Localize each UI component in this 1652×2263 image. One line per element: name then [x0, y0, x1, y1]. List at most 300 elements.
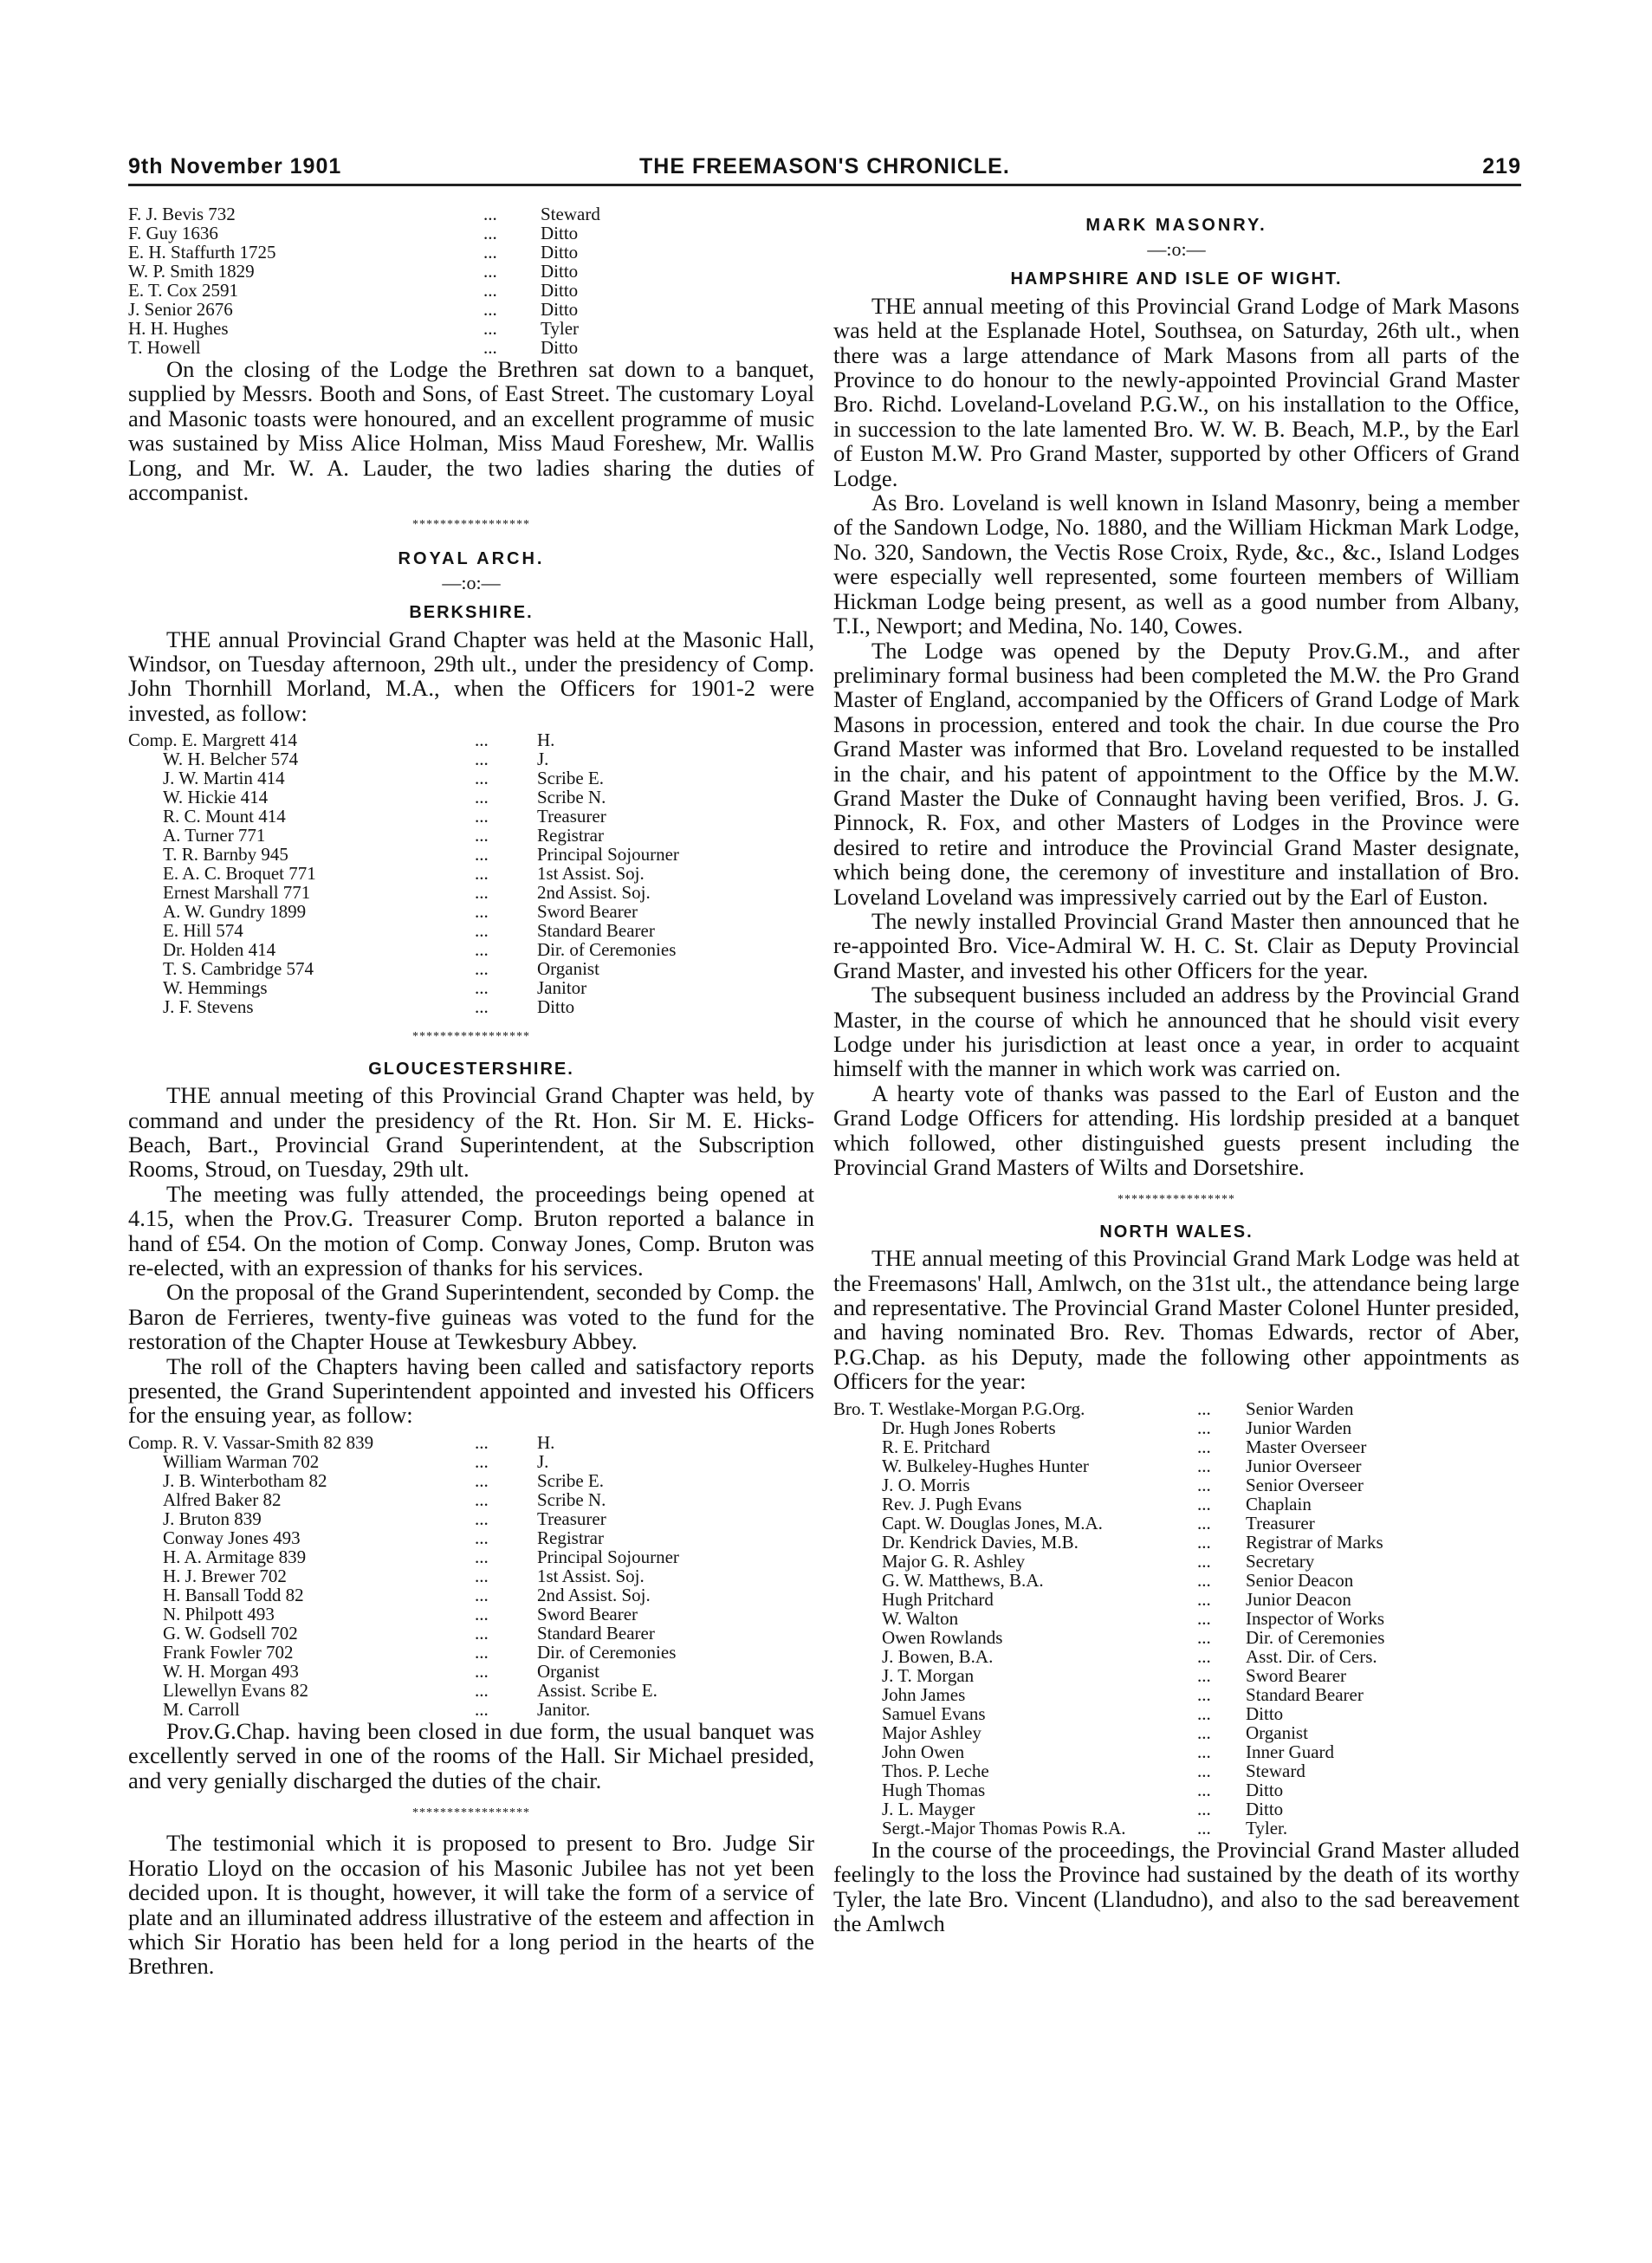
- member-name: [128, 1490, 475, 1509]
- office-title: Registrar of Marks: [1246, 1531, 1383, 1553]
- member-name: [128, 338, 483, 357]
- member-name: [833, 1819, 1197, 1838]
- leader-dots: ...: [1197, 1436, 1211, 1457]
- section-divider: *****************: [412, 1806, 530, 1819]
- office-title: 2nd Assist. Soj.: [537, 1584, 651, 1605]
- office-title: Organist: [1246, 1722, 1308, 1743]
- roster-row: [833, 1666, 1519, 1685]
- gloucestershire-paragraph-2: The meeting was fully attended, the proceedings being opened at 4.15, when the Prov.G. Treasurer Comp. Bruton reported a balance in hand of £54. On the motion of Comp. Conway Jones, Comp. Bruton was re-elected, with an expression of thanks for his services.: [128, 1180, 814, 1281]
- hampshire-paragraph-1: THE annual meeting of this Provincial Grand Lodge of Mark Masons was held at the Esplanade Hotel, Southsea, on Saturday, 26th ult., when there was a large attendance of Mark Masons from all parts of the Province to do honour to the newly-appointed Provincial Grand Master Bro. Richd. Loveland-Loveland P.G.W., on his installation to the Office, in succession to the late lamented Bro. W. W. B. Beach, M.P., by the Earl of Euston M.W. Pro Grand Master, supported by other Officers of Grand Lodge.: [833, 292, 1519, 491]
- gloucestershire-paragraph-1: THE annual meeting of this Provincial Grand Chapter was held, by command and under the presidency of the Rt. Hon. Sir M. E. Hicks-Beach, Bart., Provincial Grand Superintendent, at the Subscription Rooms, Stroud, on Tuesday, 29th ult.: [128, 1082, 814, 1183]
- office-title: Ditto: [1246, 1779, 1284, 1800]
- office-title: Janitor: [537, 977, 587, 999]
- office-title: Organist: [537, 1660, 599, 1682]
- roster-row: [128, 788, 814, 807]
- leader-dots: ...: [475, 1679, 489, 1701]
- office-title: Scribe N.: [537, 1488, 606, 1510]
- member-name-text: T. R. Barnby 945: [163, 844, 288, 866]
- member-name-text: J. Bowen, B.A.: [882, 1645, 994, 1667]
- member-name-text: Major Ashley: [882, 1722, 981, 1743]
- closing-paragraph: On the closing of the Lodge the Brethren sat down to a banquet, supplied by Messrs. Booth and Sons, of East Street. The customary Loyal and Masonic toasts were honoured, and an excellent programme of music was sustained by Miss Alice Holman, Miss Maud Foreshew, Mr. Wallis Long, and Mr. W. A. Lauder, the two ladies sharing the duties of accompanist.: [128, 356, 814, 506]
- office-title: 2nd Assist. Soj.: [537, 882, 651, 904]
- member-name: [128, 1662, 475, 1681]
- leader-dots: ...: [1197, 1664, 1211, 1686]
- member-name-text: Dr. Kendrick Davies, M.B.: [882, 1531, 1079, 1553]
- office-title: Scribe N.: [537, 787, 606, 808]
- member-name-text: Thos. P. Leche: [882, 1760, 989, 1781]
- office-title: Assist. Scribe E.: [537, 1679, 658, 1701]
- roster-row: [128, 864, 814, 883]
- member-name-text: Llewellyn Evans 82: [163, 1679, 308, 1701]
- roster-row: [128, 807, 814, 826]
- member-name-text: W. Hickie 414: [163, 787, 269, 808]
- roster-row: [128, 997, 814, 1016]
- member-name-text: R. E. Pritchard: [882, 1436, 990, 1457]
- office-title: Scribe E.: [537, 768, 604, 789]
- office-title: 1st Assist. Soj.: [537, 863, 645, 885]
- roster-row: [833, 1571, 1519, 1590]
- office-title: Treasurer: [1246, 1512, 1315, 1534]
- leader-dots: ...: [475, 1622, 489, 1644]
- hampshire-paragraph-2: As Bro. Loveland is well known in Island Masonry, being a member of the Sandown Lodge, No. 1880, and the William Hickman Mark Lodge, No. 320, Sandown, the Vectis Rose Croix, Ryde, &c., &c., Island Lodges were especially well represented, some fourteen members of William Hickman Lodge being present, as well as a good number from Albany, T.I., Newport; and Medina, No. 140, Cowes.: [833, 490, 1519, 639]
- office-title: Ditto: [1246, 1798, 1284, 1819]
- member-name-text: J. T. Morgan: [882, 1664, 975, 1686]
- roster-row: [128, 319, 814, 338]
- roster-row: [128, 1566, 814, 1585]
- office-title: Treasurer: [537, 1508, 606, 1529]
- roster-row: [833, 1399, 1519, 1418]
- leader-dots: ...: [475, 958, 489, 980]
- page-header: [128, 154, 1521, 184]
- member-name: [128, 1681, 475, 1700]
- member-name-text: E. Margrett 414: [181, 729, 298, 751]
- office-title: Ditto: [541, 242, 579, 263]
- leader-dots: ...: [475, 787, 489, 808]
- leader-dots: ...: [475, 1641, 489, 1663]
- leader-dots: ...: [1197, 1397, 1211, 1419]
- member-name: [128, 921, 475, 940]
- member-name-text: E. A. C. Broquet 771: [163, 863, 316, 885]
- member-name: [128, 319, 483, 338]
- hampshire-paragraph-5: The subsequent business included an address by the Provincial Grand Master, in the course of which he announced that he should visit every Lodge under his jurisdiction at least once a year, in order to acquaint himself with the manner in which work was carried on.: [833, 982, 1519, 1082]
- member-name: [833, 1666, 1197, 1685]
- leader-dots: ...: [475, 768, 489, 789]
- member-name: [128, 1624, 475, 1643]
- office-title: J.: [537, 1450, 549, 1472]
- office-title: Principal Sojourner: [537, 844, 679, 866]
- leader-dots: ...: [475, 1603, 489, 1624]
- roster-row: [833, 1819, 1519, 1838]
- member-name-text: Dr. Holden 414: [163, 939, 276, 961]
- roster-row: [128, 1509, 814, 1528]
- roster-row: [833, 1590, 1519, 1609]
- leader-dots: ...: [475, 1584, 489, 1605]
- hampshire-paragraph-3: The Lodge was opened by the Deputy Prov.G.M., and after preliminary formal business had been completed the M.W. the Pro Grand Master of England, accompanied by the Officers of Grand Lodge of Mark Masons in procession, entered and took the chair. In due course the Pro Grand Master was informed that Bro. Loveland requested to be installed in the chair, and his patent of appointment to the Office by the M.W. Grand Master the Duke of Connaught having been verified, Bros. J. G. Pinnock, R. Fox, and other Masters of Lodges in the Province were desired to retire and introduce the Provincial Grand Master designate, which being done, the ceremony of investiture and installation of Bro. Loveland Loveland was impressively carried out by the Earl of Euston.: [833, 637, 1519, 910]
- member-name-text: E. H. Staffurth 1725: [128, 242, 276, 263]
- member-name-text: Samuel Evans: [882, 1702, 986, 1724]
- north-wales-heading: NORTH WALES.: [1099, 1222, 1254, 1242]
- roster-row: [128, 262, 814, 281]
- office-title: Dir. of Ceremonies: [537, 1641, 677, 1663]
- roster-row: [833, 1685, 1519, 1704]
- title-prefix: Comp.: [128, 1431, 178, 1453]
- member-name: [128, 224, 483, 243]
- member-name: [833, 1437, 1197, 1456]
- roster-row: [128, 1643, 814, 1662]
- leader-dots: ...: [475, 1469, 489, 1491]
- member-name-text: J. Senior 2676: [128, 299, 233, 320]
- member-name-text: Owen Rowlands: [882, 1626, 1003, 1648]
- roster-row: [128, 1490, 814, 1509]
- roster-row: [833, 1456, 1519, 1475]
- member-name-text: J. L. Mayger: [882, 1798, 975, 1819]
- roster-row: [128, 204, 814, 224]
- leader-dots: ...: [1197, 1798, 1211, 1819]
- member-name: [128, 1605, 475, 1624]
- office-title: Master Overseer: [1246, 1436, 1367, 1457]
- member-name-text: William Warman 702: [163, 1450, 320, 1472]
- member-name: [833, 1552, 1197, 1571]
- roster-row: [128, 978, 814, 997]
- leader-dots: ...: [475, 1565, 489, 1586]
- member-name: [128, 902, 475, 921]
- member-name: [833, 1533, 1197, 1552]
- stewards-list: [128, 204, 814, 357]
- hampshire-paragraph-4: The newly installed Provincial Grand Master then announced that he re-appointed Bro. Vice-Admiral W. H. C. St. Clair as Deputy Provincial Grand Master, and invested his other Officers for the year.: [833, 907, 1519, 983]
- member-name-text: Major G. R. Ashley: [882, 1550, 1026, 1572]
- member-name: [128, 845, 475, 864]
- office-title: H.: [537, 1431, 555, 1453]
- leader-dots: ...: [475, 920, 489, 942]
- member-name-text: W. Bulkeley-Hughes Hunter: [882, 1455, 1089, 1476]
- leader-dots: ...: [1197, 1645, 1211, 1667]
- leader-dots: ...: [475, 882, 489, 904]
- section-divider: *****************: [1118, 1193, 1235, 1207]
- member-name-text: T. Westlake-Morgan P.G.Org.: [869, 1397, 1085, 1419]
- north-wales-paragraph-2: In the course of the proceedings, the Provincial Grand Master alluded feelingly to the loss the Province had sustained by the death of its worthy Tyler, the late Bro. Vincent (Llandudno), and also to the sad bereavement the Amlwch: [833, 1836, 1519, 1936]
- section-divider: *****************: [412, 518, 530, 532]
- roster-row: [128, 224, 814, 243]
- title-prefix: Comp.: [128, 729, 178, 751]
- roster-row: [128, 921, 814, 940]
- member-name-text: R. C. Mount 414: [163, 806, 286, 827]
- royal-arch-heading: ROYAL ARCH.: [398, 548, 545, 568]
- office-title: Senior Deacon: [1246, 1569, 1354, 1591]
- leader-dots: ...: [475, 1527, 489, 1548]
- member-name: [128, 749, 475, 768]
- member-name: [833, 1418, 1197, 1437]
- office-title: Sword Bearer: [537, 901, 638, 923]
- office-title: Asst. Dir. of Cers.: [1246, 1645, 1377, 1667]
- roster-row: [128, 1700, 814, 1719]
- member-name: [833, 1590, 1197, 1609]
- member-name-text: J. Bruton 839: [163, 1508, 262, 1529]
- gloucestershire-officers-list: [128, 1433, 814, 1719]
- roster-row: [128, 1605, 814, 1624]
- member-name-text: H. J. Brewer 702: [163, 1565, 287, 1586]
- member-name: [128, 1566, 475, 1585]
- member-name: [833, 1780, 1197, 1799]
- leader-dots: ...: [1197, 1569, 1211, 1591]
- member-name: [128, 730, 475, 749]
- member-name-text: H. A. Armitage 839: [163, 1546, 307, 1567]
- member-name: [128, 1452, 475, 1471]
- office-title: Junior Deacon: [1246, 1588, 1351, 1610]
- member-name: [128, 940, 475, 959]
- member-name-text: J. O. Morris: [882, 1474, 970, 1495]
- roster-row: [128, 1471, 814, 1490]
- gloucestershire-paragraph-4: The roll of the Chapters having been called and satisfactory reports presented, the Grand Superintendent appointed and invested his Officers for the ensuing year, as follow:: [128, 1352, 814, 1429]
- member-name: [833, 1628, 1197, 1647]
- member-name: [128, 1585, 475, 1605]
- leader-dots: ...: [475, 901, 489, 923]
- roster-row: [128, 902, 814, 921]
- leader-dots: ...: [483, 280, 497, 301]
- member-name-text: E. Hill 574: [163, 920, 243, 942]
- roster-row: [128, 243, 814, 262]
- leader-dots: ...: [475, 996, 489, 1018]
- gloucestershire-heading: GLOUCESTERSHIRE.: [368, 1059, 574, 1079]
- roster-row: [128, 940, 814, 959]
- leader-dots: ...: [1197, 1550, 1211, 1572]
- north-wales-officers-list: [833, 1399, 1519, 1838]
- member-name-text: T. S. Cambridge 574: [163, 958, 314, 980]
- leader-dots: ...: [1197, 1683, 1211, 1705]
- member-name-text: H. Bansall Todd 82: [163, 1584, 304, 1605]
- member-name: [128, 768, 475, 788]
- member-name: [128, 300, 483, 319]
- title-prefix: Bro.: [833, 1397, 865, 1419]
- office-title: Ditto: [541, 223, 579, 243]
- roster-row: [128, 1528, 814, 1547]
- leader-dots: ...: [483, 242, 497, 263]
- member-name-text: R. V. Vassar-Smith 82 839: [181, 1431, 374, 1453]
- roster-row: [128, 1433, 814, 1452]
- office-title: Dir. of Ceremonies: [537, 939, 677, 961]
- leader-dots: ...: [1197, 1512, 1211, 1534]
- member-name-text: M. Carroll: [163, 1698, 240, 1720]
- leader-dots: ...: [1197, 1493, 1211, 1514]
- office-title: Ditto: [541, 337, 579, 358]
- leader-dots: ...: [475, 939, 489, 961]
- member-name-text: J. W. Martin 414: [163, 768, 285, 789]
- roster-row: [833, 1723, 1519, 1742]
- header-rule: [128, 184, 1521, 186]
- office-title: Steward: [541, 204, 600, 224]
- member-name: [128, 243, 483, 262]
- member-name-text: Dr. Hugh Jones Roberts: [882, 1417, 1056, 1438]
- member-name-text: G. W. Godsell 702: [163, 1622, 298, 1644]
- leader-dots: ...: [1197, 1417, 1211, 1438]
- member-name-text: John Owen: [882, 1741, 965, 1762]
- office-title: Registrar: [537, 1527, 604, 1548]
- leader-dots: ...: [483, 299, 497, 320]
- roster-row: [128, 749, 814, 768]
- member-name: [128, 281, 483, 300]
- leader-dots: ...: [475, 729, 489, 751]
- member-name: [128, 788, 475, 807]
- member-name: [128, 1643, 475, 1662]
- member-name: [128, 1509, 475, 1528]
- member-name-text: T. Howell: [128, 337, 201, 358]
- roster-row: [833, 1761, 1519, 1780]
- office-title: Ditto: [541, 261, 579, 282]
- left-column: [128, 204, 814, 1979]
- member-name-text: Rev. J. Pugh Evans: [882, 1493, 1022, 1514]
- leader-dots: ...: [1197, 1702, 1211, 1724]
- leader-dots: ...: [475, 1431, 489, 1453]
- office-title: Secretary: [1246, 1550, 1315, 1572]
- leader-dots: ...: [475, 825, 489, 846]
- member-name: [833, 1723, 1197, 1742]
- roster-row: [833, 1533, 1519, 1552]
- office-title: Ditto: [537, 996, 575, 1018]
- member-name: [833, 1456, 1197, 1475]
- leader-dots: ...: [475, 1450, 489, 1472]
- member-name-text: A. Turner 771: [163, 825, 266, 846]
- office-title: Standard Bearer: [537, 920, 655, 942]
- office-title: H.: [537, 729, 555, 751]
- right-column: [833, 204, 1519, 1936]
- leader-dots: ...: [1197, 1474, 1211, 1495]
- member-name: [833, 1399, 1197, 1418]
- leader-dots: ...: [475, 749, 489, 770]
- leader-dots: ...: [1197, 1607, 1211, 1629]
- testimonial-paragraph: The testimonial which it is proposed to present to Bro. Judge Sir Horatio Lloyd on the occasion of his Masonic Jubilee has not yet been decided upon. It is thought, however, it will take the form of a service of plate and an illuminated address illustrative of the esteem and affection in which Sir Horatio has been held for a long period in the hearts of the Brethren.: [128, 1830, 814, 1980]
- roster-row: [833, 1647, 1519, 1666]
- member-name: [833, 1475, 1197, 1495]
- roster-row: [833, 1437, 1519, 1456]
- member-name: [128, 1547, 475, 1566]
- office-title: Organist: [537, 958, 599, 980]
- office-title: Standard Bearer: [1246, 1683, 1364, 1705]
- office-title: Scribe E.: [537, 1469, 604, 1491]
- gloucestershire-paragraph-3: On the proposal of the Grand Superintendent, seconded by Comp. the Baron de Ferrieres, twenty-five guineas was voted to the fund for the restoration of the Chapter House at Tewkesbury Abbey.: [128, 1279, 814, 1355]
- leader-dots: ...: [475, 1698, 489, 1720]
- section-ornament: —:o:—: [442, 572, 501, 594]
- office-title: Treasurer: [537, 806, 606, 827]
- roster-row: [128, 338, 814, 357]
- berkshire-paragraph: THE annual Provincial Grand Chapter was held at the Masonic Hall, Windsor, on Tuesday afternoon, 29th ult., under the presidency of Comp. John Thornhill Morland, M.A., when the Officers for 1901-2 were invested, as follow:: [128, 626, 814, 726]
- member-name-text: N. Philpott 493: [163, 1603, 275, 1624]
- office-title: Junior Overseer: [1246, 1455, 1362, 1476]
- roster-row: [833, 1418, 1519, 1437]
- office-title: Ditto: [541, 299, 579, 320]
- member-name-text: G. W. Matthews, B.A.: [882, 1569, 1044, 1591]
- hampshire-heading: HAMPSHIRE AND ISLE OF WIGHT.: [1010, 269, 1343, 289]
- roster-row: [128, 281, 814, 300]
- office-title: Sword Bearer: [537, 1603, 638, 1624]
- berkshire-officers-list: [128, 730, 814, 1016]
- member-name-text: E. T. Cox 2591: [128, 280, 238, 301]
- member-name-text: Sergt.-Major Thomas Powis R.A.: [882, 1817, 1126, 1838]
- section-divider: *****************: [412, 1030, 530, 1044]
- roster-row: [833, 1514, 1519, 1533]
- office-title: Principal Sojourner: [537, 1546, 679, 1567]
- member-name-text: W. Hemmings: [163, 977, 268, 999]
- leader-dots: ...: [483, 318, 497, 339]
- member-name: [128, 883, 475, 902]
- roster-row: [128, 1452, 814, 1471]
- member-name: [833, 1609, 1197, 1628]
- member-name-text: J. F. Stevens: [163, 996, 254, 1018]
- office-title: Standard Bearer: [537, 1622, 655, 1644]
- roster-row: [833, 1704, 1519, 1723]
- member-name-text: John James: [882, 1683, 966, 1705]
- office-title: Tyler: [541, 318, 580, 339]
- roster-row: [128, 1662, 814, 1681]
- member-name-text: F. Guy 1636: [128, 223, 218, 243]
- leader-dots: ...: [1197, 1760, 1211, 1781]
- member-name-text: F. J. Bevis 732: [128, 204, 236, 224]
- leader-dots: ...: [475, 844, 489, 866]
- leader-dots: ...: [483, 337, 497, 358]
- roster-row: [128, 1547, 814, 1566]
- member-name: [833, 1742, 1197, 1761]
- roster-row: [128, 1624, 814, 1643]
- leader-dots: ...: [475, 863, 489, 885]
- member-name: [128, 997, 475, 1016]
- member-name-text: W. P. Smith 1829: [128, 261, 255, 282]
- office-title: 1st Assist. Soj.: [537, 1565, 645, 1586]
- member-name: [833, 1495, 1197, 1514]
- leader-dots: ...: [475, 977, 489, 999]
- member-name: [128, 864, 475, 883]
- leader-dots: ...: [1197, 1626, 1211, 1648]
- roster-row: [833, 1609, 1519, 1628]
- leader-dots: ...: [1197, 1741, 1211, 1762]
- member-name: [128, 1700, 475, 1719]
- roster-row: [128, 959, 814, 978]
- member-name: [833, 1571, 1197, 1590]
- member-name: [833, 1761, 1197, 1780]
- leader-dots: ...: [475, 1546, 489, 1567]
- leader-dots: ...: [1197, 1455, 1211, 1476]
- member-name: [833, 1514, 1197, 1533]
- office-title: Senior Warden: [1246, 1397, 1354, 1419]
- member-name: [833, 1685, 1197, 1704]
- roster-row: [833, 1780, 1519, 1799]
- office-title: Janitor.: [537, 1698, 591, 1720]
- leader-dots: ...: [483, 261, 497, 282]
- north-wales-paragraph-1: THE annual meeting of this Provincial Grand Mark Lodge was held at the Freemasons' Hall, Amlwch, on the 31st ult., the attendance being large and representative. The Provincial Grand Master Colonel Hunter presided, and having nominated Bro. Rev. Thomas Edwards, rector of Aber, P.G.Chap. as his Deputy, made the following other appointments as Officers for the year:: [833, 1245, 1519, 1395]
- roster-row: [128, 883, 814, 902]
- gloucestershire-paragraph-5: Prov.G.Chap. having been closed in due form, the usual banquet was excellently served in one of the rooms of the Hall. Sir Michael presided, and very genially discharged the duties of the chair.: [128, 1717, 814, 1793]
- leader-dots: ...: [483, 223, 497, 243]
- member-name-text: Hugh Thomas: [882, 1779, 986, 1800]
- page-number: 219: [1482, 154, 1521, 178]
- leader-dots: ...: [1197, 1588, 1211, 1610]
- member-name-text: W. Walton: [882, 1607, 959, 1629]
- roster-row: [833, 1799, 1519, 1819]
- member-name: [128, 978, 475, 997]
- roster-row: [128, 730, 814, 749]
- member-name: [833, 1799, 1197, 1819]
- roster-row: [128, 845, 814, 864]
- member-name: [128, 807, 475, 826]
- member-name-text: W. H. Morgan 493: [163, 1660, 299, 1682]
- member-name-text: Hugh Pritchard: [882, 1588, 994, 1610]
- member-name-text: Conway Jones 493: [163, 1527, 301, 1548]
- berkshire-heading: BERKSHIRE.: [409, 603, 534, 623]
- section-ornament: —:o:—: [1147, 238, 1206, 261]
- member-name: [128, 204, 483, 224]
- member-name-text: H. H. Hughes: [128, 318, 229, 339]
- roster-row: [128, 1585, 814, 1605]
- journal-title: THE FREEMASON'S CHRONICLE.: [639, 154, 1010, 178]
- roster-row: [128, 1681, 814, 1700]
- member-name: [833, 1704, 1197, 1723]
